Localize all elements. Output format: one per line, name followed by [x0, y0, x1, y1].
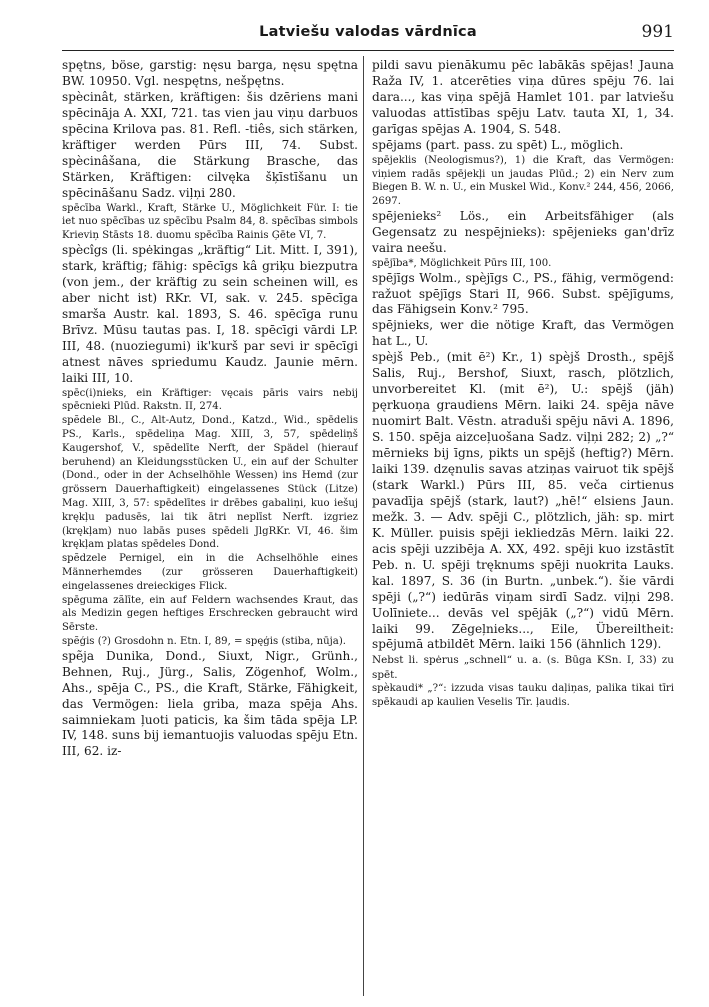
dictionary-entry: spēguma zãlīte, ein auf Feldern wachsendes Kraut, das als Medizin gegen heftiges Erschrecken gebraucht wird Sērste.	[62, 594, 358, 634]
dictionary-entry: spējīgs Wolm., spèjīgs C., PS., fähig, vermögend: ražuot spējīgs Stari II, 966. Subst. spējīgums, das Fähigsein Konv.² 795.	[372, 270, 674, 317]
dictionary-entry: spēcība Warkl., Kraft, Stärke U., Möglichkeit Für. I: tie iet nuo spēcības uz spēcību Psalm 84, 8. spēcības simbols Krieviņ Stāsts 18. duomu spēcība Rainis Ģēte VI, 7.	[62, 202, 358, 242]
left-column	[62, 58, 358, 760]
column-divider	[363, 56, 364, 996]
dictionary-entry: spējenieks² Lös., ein Arbeitsfähiger (als Gegensatz zu nespējnieks): spējenieks gan'drīz vaira neešu.	[372, 208, 674, 255]
dictionary-entry: spējība*, Möglichkeit Pūrs III, 100.	[372, 257, 552, 269]
dictionary-entry: Nebst li. spėrus „schnell“ u. a. (s. Būga KSn. I, 33) zu spēt.	[372, 654, 674, 681]
dictionary-entry: spècîgs (li. spėkingas „kräftig“ Lit. Mitt. I, 391), stark, kräftig; fähig: spēcīgs kâ griķu biezputra (von jem., der kräftig zu sein scheinen will, es aber nicht ist) RKr. VI, sak. v. 245. spēcīga smarša Austr. kal. 1893, S. 46. spēcīga runu Brīvz. Mūsu tautas pas. I, 18. spēcīgi vārdi LP. III, 48. (nuoziegumi) ik'kurš par sevi ir spēcīgi atnest nāves spriedumu Kaudz. Jaunie mērn. laiki III, 10.	[62, 242, 358, 385]
dictionary-entry: spẽdele Bl., C., Alt-Autz, Dond., Katzd., Wid., spēdelis PS., Karls., spēdeliņa Mag. XIII, 3, 57, spēdeliņš Kaugershof, V., spēdelīte Nerft, der Spädel (hierauf beruhend) an Kleidungsstücken U., ein auf der Schulter (Dond., oder in der Achselhöhle Wessen) ins Hemd (zur grössern Dauerhaftigkeit) eingelassenes Stück (Litze) Mag. XIII, 3, 57: spēdelītes ir drēbes gabaliņi, kuo iešuj krękļu padusēs, lai tik ātri neplīst Nerft. izgriez (krękļam) nuo labās puses spēdeli JlgRKr. VI, 46. šim krękļam platas spēdeles Dond.	[62, 415, 358, 551]
dictionary-entry: spèkaudi* „?“: izzuda visas tauku daļiņas, palika tikai tīri spēkaudi ap kaulien Veselis Tīr. ļaudis.	[372, 683, 674, 708]
dictionary-entry: spẽģis (?) Grosdohn n. Etn. I, 89, = spęģis (stiba, nūja).	[62, 635, 346, 647]
dictionary-entry: spējeklis (Neologismus?), 1) die Kraft, das Vermögen: viņiem radās spējekļi un jaudas Plūd.; 2) ein Nerv zum Biegen B. W. n. U., ein Muskel Wid., Konv.² 244, 456, 2066, 2697.	[372, 154, 674, 208]
dictionary-entry: spējnieks, wer die nötige Kraft, das Vermögen hat L., U.	[372, 318, 674, 349]
dictionary-entry: spècinât, stärken, kräftigen: šis dzēriens mani spēcināja A. XXI, 721. tas vien jau viņu darbuos spēcina Krilova pas. 81. Refl. -tiês, sich stärken, kräftiger werden Pūrs III, 74. Subst. spècinâšana, die Stärkung Brasche, das Stärken, Kräftigen: cilvęka šķīstīšanu un spēcināšanu Sadz. viļņi 280.	[62, 89, 358, 200]
dictionary-entry: spętns, böse, garstig: nęsu barga, nęsu spętna BW. 10950. Vgl. nespętns, nešpętns.	[62, 58, 358, 88]
header-rule	[62, 50, 674, 51]
dictionary-entry: spèjš Peb., (mit ē²) Kr., 1) spèjš Drosth., spējš Salis, Ruj., Bershof, Siuxt, rasch, plötzlich, unvorbereitet Kl. (mit ē²), U.: spējš (jäh) pęrkuoņa graudiens Mērn. laiki 24. spēja nāve nuomirt Balt. Vēstn. atraduši spēju nāvi A. 1896, S. 150. spēja aizceļuošana Sadz. viļņi 282; 2) „?“ mērnieks bij īgns, pikts un spējš (heftig?) Mērn. laiki 139. dzęnulis savas atziņas vairuot tik spējš (stark Warkl.) Pūrs III, 85. veča cirtienus pavadīja spējš (stark, laut?) „hē!“ elsiens Jaun. mežk. 3. — Adv. spēji C., plötzlich, jäh: sp. mirt K. Müller. puisis spēji iekliedzās Mērn. laiki 22. acis spēji uzzibēja A. XX, 492. spēji kuo izstāstīt Peb. n. U. spēji tręknums spēji nuokrita Lauks. kal. 1897, S. 36 (in Burtn. „unbek.“). šie vārdi spēji („?“) iedūrās viņam sirdī Sadz. viļņi 298. Uolīniete... devās vel spējāk („?“) vidū Mērn. laiki 99. Zēgeļnieks..., Eile, Übereiltheit: spējumā atbildēt Mērn. laiki 156 (ähnlich 129).	[372, 350, 674, 652]
dictionary-entry: spējams (part. pass. zu spēt) L., möglich.	[372, 137, 624, 152]
dictionary-entry: spēc(i)nieks, ein Kräftiger: vęcais pāris vairs nebij spēcnieki Plūd. Rakstn. II, 274.	[62, 387, 358, 413]
dictionary-entry: spẽja Dunika, Dond., Siuxt, Nigr., Grünh., Behnen, Ruj., Jürg., Salis, Zögenhof, Wolm., Ahs., spēja C., PS., die Kraft, Stärke, Fähigkeit, das Vermögen: liela griba, maza spēja Ahs. saimniekam ļuoti paticis, ka šim tāda spēja LP. IV, 148. suns bij iemantuojis valuodas spēju Etn. III, 62. iz-	[62, 648, 358, 759]
right-column	[372, 58, 674, 710]
page-header	[62, 22, 674, 48]
dictionary-entry: pildi savu pienākumu pēc labākās spējas! Jauna Raža IV, 1. atcerēties viņa dūres spēju 76. lai dara..., kas viņa spējā Hamlet 101. par latviešu valuodas attīstības spēju Latv. tauta XI, 1, 34. garīgas spējas A. 1904, S. 548.	[372, 58, 674, 136]
dictionary-entry: spẽdzele Pernigel, ein in die Achselhöhle eines Männerhemdes (zur grösseren Dauerhaftigkeit) eingelassenes dreieckiges Flick.	[62, 553, 358, 592]
page-number: 991	[641, 22, 674, 42]
running-title: Latviešu valodas vārdnīca	[259, 24, 477, 40]
